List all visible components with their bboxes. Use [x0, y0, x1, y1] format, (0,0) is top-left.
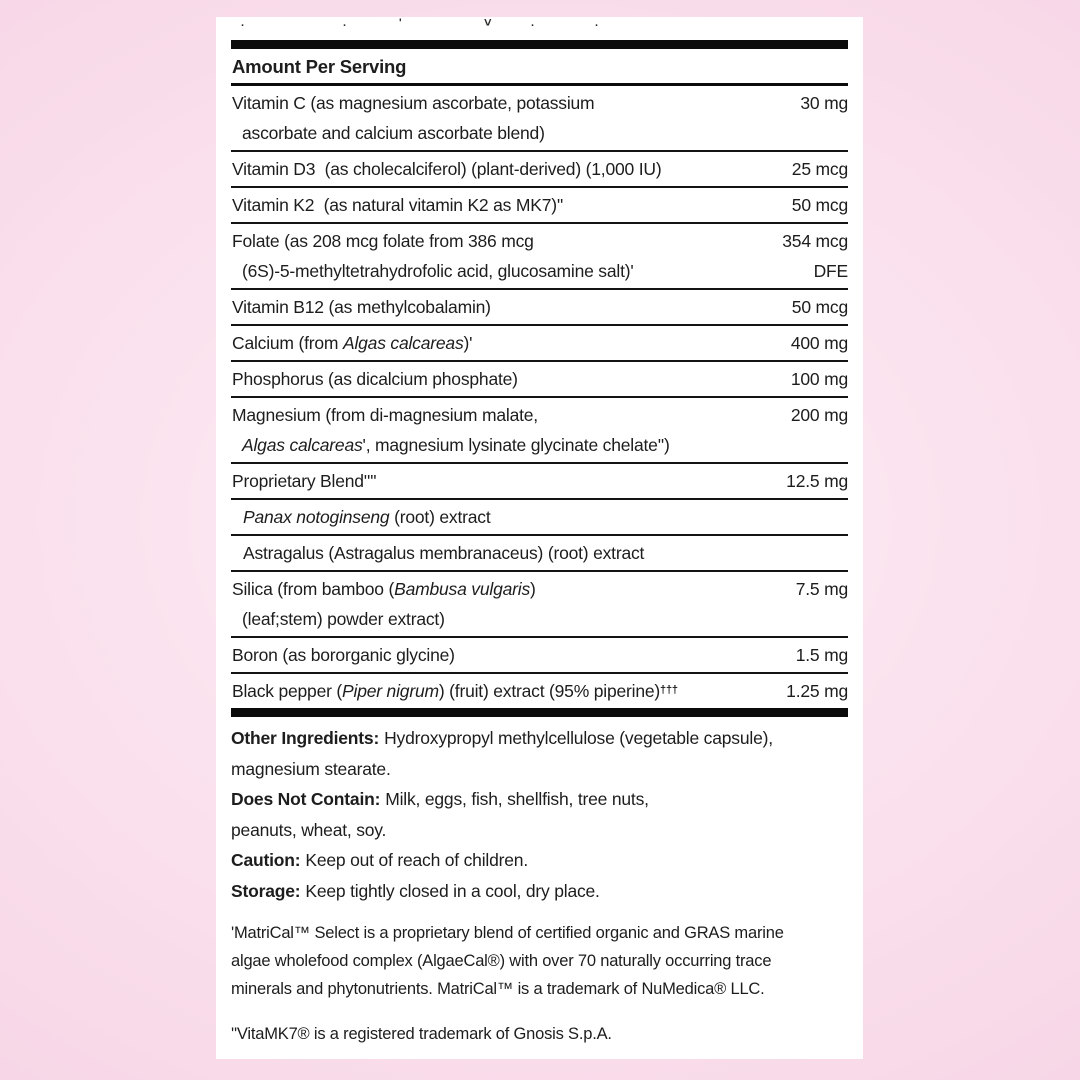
- table-row: [231, 86, 848, 152]
- caution-label: Caution:: [231, 850, 301, 870]
- cropped-text-remnant: .: [343, 17, 347, 29]
- table-row: [231, 290, 848, 326]
- other-ingredients-text: Hydroxypropyl methylcellulose (vegetable capsule),: [384, 728, 773, 748]
- matrical-footnote-line3: minerals and phytonutrients. MatriCal™ is a trademark of NuMedica® LLC.: [231, 980, 765, 998]
- table-row: [231, 326, 848, 362]
- cropped-text-remnant: ˅: [484, 17, 492, 30]
- ingredient-name: Calcium (from Algas calcareas)': [232, 333, 473, 353]
- ingredient-name: Silica (from bamboo (Bambusa vulgaris) (leaf;stem) powder extract): [232, 579, 536, 629]
- caution-section: [231, 845, 848, 876]
- matrical-footnote-line2: algae wholefood complex (AlgaeCal®) with over 70 naturally occurring trace: [231, 952, 772, 970]
- ingredient-amount: 25 mcg: [791, 159, 848, 179]
- other-ingredients-text-line2: magnesium stearate.: [231, 758, 391, 779]
- info-sections: [231, 723, 848, 906]
- table-row: [231, 536, 848, 572]
- matrical-footnote: [231, 919, 848, 1003]
- ingredient-name: Boron (as bororganic glycine): [232, 645, 455, 665]
- ingredient-name: Vitamin C (as magnesium ascorbate, potassium ascorbate and calcium ascorbate blend): [232, 93, 595, 143]
- vitamk7-footnote: [231, 1020, 848, 1048]
- amount-per-serving-header: Amount Per Serving: [231, 49, 848, 86]
- ingredient-amount: 354 mcg DFE: [782, 231, 848, 281]
- table-row: [231, 224, 848, 290]
- ingredient-amount: 50 mcg: [791, 195, 848, 215]
- table-row: [231, 188, 848, 224]
- table-row: [231, 500, 848, 536]
- ingredient-name: Proprietary Blend'''': [232, 471, 377, 491]
- supplement-table: [231, 86, 848, 708]
- ingredient-name: Vitamin D3 (as cholecalciferol) (plant-derived) (1,000 IU): [232, 159, 662, 179]
- ingredient-name: Vitamin B12 (as methylcobalamin): [232, 297, 491, 317]
- divider-bar-bottom: [231, 708, 848, 717]
- storage-section: [231, 876, 848, 907]
- ingredient-amount: 7.5 mg: [795, 579, 848, 599]
- other-ingredients-label: Other Ingredients:: [231, 728, 380, 748]
- storage-text: Keep tightly closed in a cool, dry place.: [305, 880, 600, 901]
- vitamk7-footnote-line1: ''VitaMK7® is a registered trademark of Gnosis S.p.A.: [231, 1025, 612, 1043]
- ingredient-amount: 30 mg: [800, 93, 848, 113]
- cropped-text-remnant: ': [399, 17, 402, 29]
- table-row: [231, 152, 848, 188]
- does-not-contain-text-line2: peanuts, wheat, soy.: [231, 819, 387, 840]
- ingredient-name: Panax notoginseng (root) extract: [243, 507, 491, 527]
- ingredient-amount: 200 mg: [790, 405, 848, 425]
- cropped-text-remnant: .: [595, 17, 599, 29]
- ingredient-name: Magnesium (from di-magnesium malate, Algas calcareas', magnesium lysinate glycinate chelate''): [232, 405, 670, 455]
- ingredient-amount: 1.5 mg: [795, 645, 848, 665]
- ingredient-amount: 1.25 mg: [786, 681, 848, 701]
- does-not-contain-text: Milk, eggs, fish, shellfish, tree nuts,: [385, 789, 649, 809]
- ingredient-amount: 12.5 mg: [786, 471, 848, 491]
- table-row: [231, 674, 848, 708]
- does-not-contain-section: [231, 784, 848, 845]
- matrical-footnote-line1: 'MatriCal™ Select is a proprietary blend of certified organic and GRAS marine: [231, 924, 784, 942]
- table-row: [231, 464, 848, 500]
- ingredient-name: Astragalus (Astragalus membranaceus) (root) extract: [243, 543, 645, 563]
- table-row: [231, 572, 848, 638]
- supplement-facts-panel: [216, 17, 863, 1059]
- divider-bar-top: [231, 40, 848, 49]
- does-not-contain-label: Does Not Contain:: [231, 789, 381, 809]
- ingredient-name: Phosphorus (as dicalcium phosphate): [232, 369, 518, 389]
- ingredient-name: Vitamin K2 (as natural vitamin K2 as MK7)'': [232, 195, 564, 215]
- table-row: [231, 362, 848, 398]
- ingredient-name: Black pepper (Piper nigrum) (fruit) extract (95% piperine)†††: [232, 681, 678, 701]
- cropped-text-line: [231, 17, 848, 40]
- ingredient-amount: 400 mg: [790, 333, 848, 353]
- ingredient-name: Folate (as 208 mcg folate from 386 mcg (6S)-5-methyltetrahydrofolic acid, glucosamine salt)': [232, 231, 634, 281]
- cropped-text-remnant: .: [531, 17, 535, 29]
- ingredient-amount: 100 mg: [790, 369, 848, 389]
- cropped-text-remnant: .: [241, 17, 245, 29]
- other-ingredients-section: [231, 723, 848, 784]
- storage-label: Storage:: [231, 880, 301, 901]
- caution-text: Keep out of reach of children.: [305, 850, 528, 870]
- ingredient-amount: 50 mcg: [791, 297, 848, 317]
- table-row: [231, 638, 848, 674]
- table-row: [231, 398, 848, 464]
